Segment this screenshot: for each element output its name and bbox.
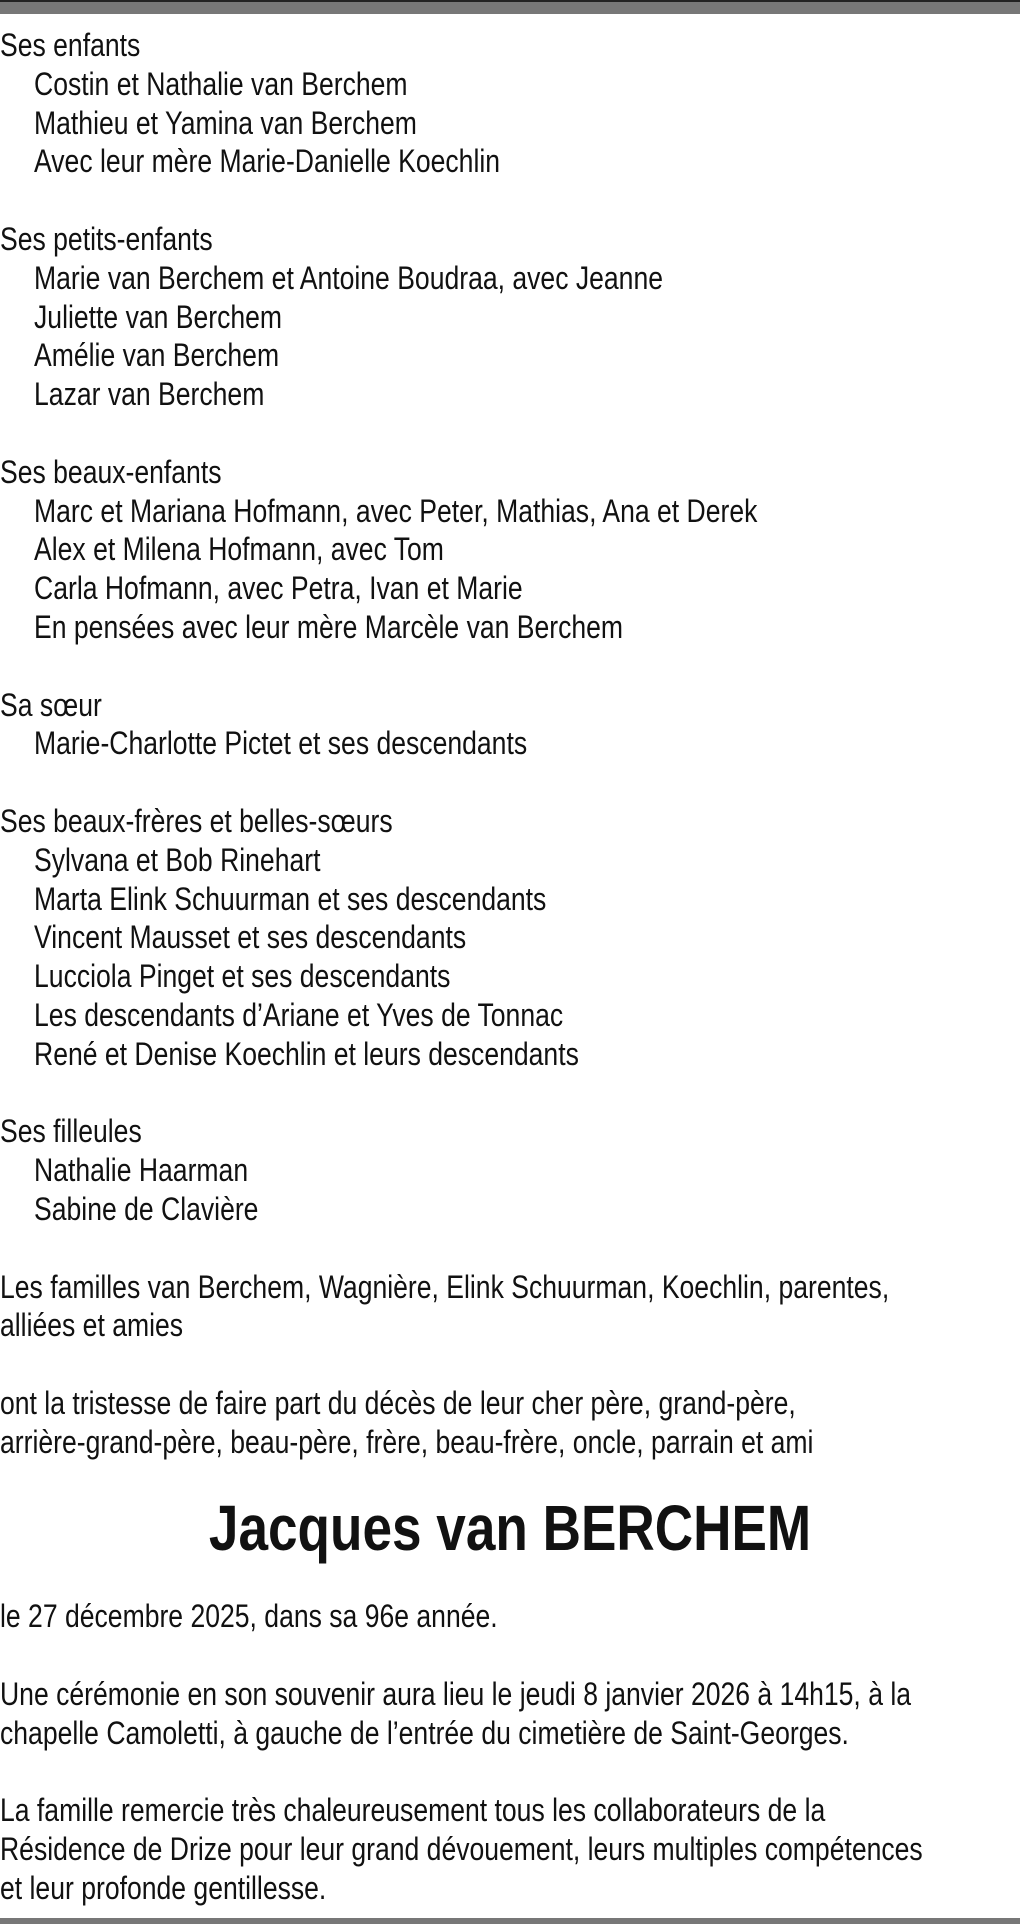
thanks-line: Résidence de Drize pour leur grand dévouement, leurs multiples compétences [0, 1831, 923, 1868]
section-item: Sabine de Clavière [34, 1190, 259, 1227]
bottom-bar [0, 1918, 1020, 1924]
section-item: En pensées avec leur mère Marcèle van Berchem [34, 608, 624, 645]
section-item: Marie-Charlotte Pictet et ses descendants [34, 725, 528, 762]
ceremony-line: Une cérémonie en son souvenir aura lieu le jeudi 8 janvier 2026 à 14h15, à la [0, 1676, 912, 1713]
section-heading: Ses filleules [0, 1113, 142, 1150]
ceremony-line: chapelle Camoletti, à gauche de l’entrée du cimetière de Saint-Georges. [0, 1714, 849, 1751]
deceased-name: Jacques van BERCHEM [208, 1492, 812, 1565]
section-item: Costin et Nathalie van Berchem [34, 65, 408, 102]
section-item: Les descendants d’Ariane et Yves de Tonnac [34, 996, 564, 1033]
obituary-text [0, 26, 1020, 1908]
section-item: Vincent Mausset et ses descendants [34, 919, 467, 956]
section-item: Juliette van Berchem [34, 298, 283, 335]
date-line: le 27 décembre 2025, dans sa 96e année. [0, 1598, 498, 1635]
announcement-line: ont la tristesse de faire part du décès de leur cher père, grand-père, [0, 1384, 796, 1421]
section-item: Amélie van Berchem [34, 337, 280, 374]
section-item: Lazar van Berchem [34, 376, 265, 413]
families-line: alliées et amies [0, 1307, 184, 1344]
section-heading: Ses petits-enfants [0, 220, 213, 257]
section-item: Mathieu et Yamina van Berchem [34, 104, 417, 141]
section-item: Marie van Berchem et Antoine Boudraa, avec Jeanne [34, 259, 664, 296]
section-item: Nathalie Haarman [34, 1152, 249, 1189]
section-heading: Ses enfants [0, 27, 141, 63]
family-sections [0, 26, 1020, 1268]
section-item: Marta Elink Schuurman et ses descendants [34, 880, 547, 917]
section-item: Avec leur mère Marie-Danielle Koechlin [34, 143, 501, 180]
thanks-line: et leur profonde gentillesse. [0, 1870, 327, 1907]
top-bar [0, 0, 1020, 14]
section-item: Marc et Mariana Hofmann, avec Peter, Mathias, Ana et Derek [34, 492, 758, 529]
section-item: Carla Hofmann, avec Petra, Ivan et Marie [34, 570, 523, 607]
announcement-line: arrière-grand-père, beau-père, frère, beau-frère, oncle, parrain et ami [0, 1423, 814, 1460]
thanks-line: La famille remercie très chaleureusement tous les collaborateurs de la [0, 1792, 826, 1829]
section-heading: Ses beaux-frères et belles-sœurs [0, 802, 393, 839]
section-item: Lucciola Pinget et ses descendants [34, 958, 451, 995]
section-item: René et Denise Koechlin et leurs descendants [34, 1035, 579, 1072]
section-item: Alex et Milena Hofmann, avec Tom [34, 531, 444, 568]
families-line: Les familles van Berchem, Wagnière, Elink Schuurman, Koechlin, parentes, [0, 1268, 890, 1305]
section-heading: Ses beaux-enfants [0, 453, 222, 490]
section-heading: Sa sœur [0, 686, 102, 723]
section-item: Sylvana et Bob Rinehart [34, 841, 321, 878]
